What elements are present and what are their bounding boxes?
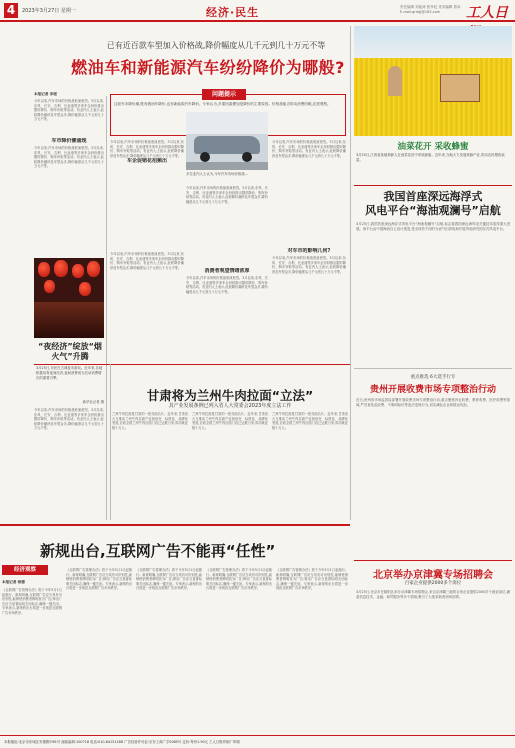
car-dealer-photo [186,112,268,170]
issue-hint-tag: 问题提示 [202,89,246,100]
lantern-icon [87,261,100,277]
lead-col2-text: 今年以来,汽车市场的价格战愈演愈烈。3月以来,东风、长安、吉利、比亚迪等多家车企纷纷推出限时降价、购车补贴等活动。有业内人士表示,此轮降价潮涉及车型众多,降价幅度从几千元到几十万元不等。 [110,140,184,158]
page-number: 4 [4,3,18,18]
right2-kicker: 重点推选 6大选手行专 [410,375,456,380]
photo1-caption-title: “夜经济”绽放“烟火气”升腾 [38,342,102,361]
mid-headline[interactable]: 甘肃将为兰州牛肉拉面“立法” [146,388,314,403]
lantern-icon [72,264,84,278]
photo1-caption: 3月25日,市民在古城夜市游玩。近年来,各地积极培育夜间经济,夜间消费成为拉动消费增长的重要引擎。 [36,366,103,380]
photo2-text: 3月25日,江西省某地养蜂人在油菜花田中采收蜂蜜。近年来,当地大力发展养蜂产业,带动农民增收致富。 [356,153,505,162]
lead-col4-text-2: 今年以来,汽车市场的价格战愈演愈烈。3月以来,东风、长安、吉利、比亚迪等多家车企纷纷推出限时降价、购车补贴等活动。有业内人士表示,此轮降价潮涉及车型众多,降价幅度从几千元到几十万元不等。 [272,256,346,274]
lead-subhead-3: 车企促销花招频出 [126,158,167,164]
bottom-byline: 本报记者 杨德 [2,580,25,584]
right2-headline[interactable]: 贵州开展收费市场专项整治行动 [369,385,496,395]
mid-col2-text: 兰州牛肉拉面是甘肃的一张亮丽名片。近年来,甘肃省大力推动兰州牛肉拉面产业规范化、标准化、品牌化发展,目前全国兰州牛肉拉面门店已达数万家,带动就业数十万人。 [192,412,268,430]
bottom-col5-text: 《互联网广告管理办法》将于今年5月1日起施行。新规明确,互联网广告应当具有可识别性,能够使消费者辨明其为广告;弹出广告应当显著标明关闭标志,确保一键关闭。专家表示,新规的出台将进一步规范互联网广告市场秩序。 [276,568,348,591]
footer-info: 本报地址:北京市东城区安德路甲61号 邮政编码:100718 电话:010-84151188 广告经营许可证:京东工商广字0085号 定价:每份1.50元 工人日报印刷厂印刷 [0,735,515,748]
issue-date: 2023年3月27日 星期一 [22,8,76,14]
lead-col1-text-3: 今年以来,汽车市场的价格战愈演愈烈。3月以来,东风、长安、吉利、比亚迪等多家车企纷纷推出限时降价、购车补贴等活动。有业内人士表示,此轮降价潮涉及车型众多,降价幅度从几千元到几十万元不等。 [34,408,104,431]
lead-col2-text-2: 今年以来,汽车市场的价格战愈演愈烈。3月以来,东风、长安、吉利、比亚迪等多家车企纷纷推出限时降价、购车补贴等活动。有业内人士表示,此轮降价潮涉及车型众多,降价幅度从几千元到几十万元不等。 [110,252,184,270]
beehive-frame [440,74,480,102]
right3-headline[interactable]: 北京举办京津冀专场招聘会 [373,570,493,581]
lead-subhead-4: 消费者观望情绪浓厚 [204,268,250,274]
photo2-title: 油菜花开 采收蜂蜜 [397,142,469,152]
car-photo-caption: 多位业内人士认为,今年汽车市场价格战… [186,172,249,176]
right1-headline-2[interactable]: 风电平台“海油观澜号”启航 [365,204,501,217]
bottom-col4-text: 《互联网广告管理办法》将于今年5月1日起施行。新规明确,互联网广告应当具有可识别性,能够使消费者辨明其为广告;弹出广告应当显著标明关闭标志,确保一键关闭。专家表示,新规的出台将进一步规范互联网广告市场秩序。 [206,568,272,591]
beekeeper-figure [388,66,402,96]
lead-col3-text-2: 今年以来,汽车市场的价格战愈演愈烈。3月以来,东风、长安、吉利、比亚迪等多家车企纷纷推出限时降价、购车补贴等活动。有业内人士表示,此轮降价潮涉及车型众多,降价幅度从几千元到几十万元不等。 [186,276,268,294]
bottom-col3-text: 《互联网广告管理办法》将于今年5月1日起施行。新规明确,互联网广告应当具有可识别性,能够使消费者辨明其为广告;弹出广告应当显著标明关闭标志,确保一键关闭。专家表示,新规的出台将进一步规范互联网广告市场秩序。 [136,568,202,591]
right1-text: 3月25日,我国首座深远海浮式风电平台“海油观澜号”启航,标志着我国深远海风电关键技术取得重大进展。该平台由中国海油自主设计建造,是全球首个同时为油气田供电和开展风电研究的浮式风电平台。 [356,222,510,231]
editor-credits: 责任编辑 邓崔涛 张孝纪 美术编辑 曾卓 E-mail:grrbjj@163.com [400,5,461,14]
lantern-icon [44,280,55,293]
economy-observer-tag: 经济观察 [2,565,48,575]
masthead-logo: 工人日 [466,5,508,21]
lantern-icon [38,262,50,277]
photo1-credit: 新华社记者 摄 [82,400,104,404]
bottom-headline[interactable]: 新规出台,互联网广告不能再“任性” [40,542,276,560]
lead-col1-text: 今年以来,汽车市场的价格战愈演愈烈。3月以来,东风、长安、吉利、比亚迪等多家车企纷纷推出限时降价、购车补贴等活动。有业内人士表示,此轮降价潮涉及车型众多,降价幅度从几千元到几十万元不等。 [34,99,104,122]
lead-col4-text: 今年以来,汽车市场的价格战愈演愈烈。3月以来,东风、长安、吉利、比亚迪等多家车企纷纷推出限时降价、购车补贴等活动。有业内人士表示,此轮降价潮涉及车型众多,降价幅度从几千元到几十万元不等。 [272,140,346,158]
lead-kicker: 已有近百款车型加入价格战,降价幅度从几千元到几十万元不等 [106,41,326,50]
mid-col3-text: 兰州牛肉拉面是甘肃的一张亮丽名片。近年来,甘肃省大力推动兰州牛肉拉面产业规范化、标准化、品牌化发展,目前全国兰州牛肉拉面门店已达数万家,带动就业数十万人。 [272,412,348,430]
right3-deck: 百家企业提供2000多个岗位 [404,581,462,586]
right1-headline-1[interactable]: 我国首座深远海浮式 [383,190,483,203]
lead-subhead-5: 对车市的影响几何? [287,248,331,254]
lead-byline: 本报记者 李瑶 [34,92,57,96]
night-market-photo [34,258,104,338]
issue-hint-text: 这轮车市降价潮,既有燃油车降价,也有新能源汽车降价。专家认为,多重因素叠加是降价的主要原因。价格战能否带动消费回暖,还需观察。 [114,102,331,106]
lantern-icon [54,260,68,277]
lead-col3-text: 今年以来,汽车市场的价格战愈演愈烈。3月以来,东风、长安、吉利、比亚迪等多家车企纷纷推出限时降价、购车补贴等活动。有业内人士表示,此轮降价潮涉及车型众多,降价幅度从几千元到几十万元不等。 [186,186,268,204]
right2-text: 近日,贵州省市场监管局部署开展收费市场专项整治行动,重点聚焦涉企收费、教育收费、医疗收费等领域,严厉查处乱收费、不明码标价等违法违规行为,切实减轻企业和群众负担。 [356,398,510,407]
section-title: 经济·民生 [206,6,260,19]
lead-col1-text-2: 今年以来,汽车市场的价格战愈演愈烈。3月以来,东风、长安、吉利、比亚迪等多家车企纷纷推出限时降价、购车补贴等活动。有业内人士表示,此轮降价潮涉及车型众多,降价幅度从几千元到几十万元不等。 [34,146,104,169]
bottom-col1-text: 《互联网广告管理办法》将于今年5月1日起施行。新规明确,互联网广告应当具有可识别性,能够使消费者辨明其为广告;弹出广告应当显著标明关闭标志,确保一键关闭。专家表示,新规的出台将进一步规范互联网广告市场秩序。 [2,588,62,615]
mid-col1-text: 兰州牛肉拉面是甘肃的一张亮丽名片。近年来,甘肃省大力推动兰州牛肉拉面产业规范化、标准化、品牌化发展,目前全国兰州牛肉拉面门店已达数万家,带动就业数十万人。 [112,412,188,430]
mid-deck: 其产业发展条例已列入省人大常委会2023年度立法工作 [168,403,292,409]
lantern-icon [79,282,91,296]
lead-subhead-1: 车市降价潮涌现 [51,138,87,144]
rapeseed-photo [354,26,512,136]
bottom-col2-text: 《互联网广告管理办法》将于今年5月1日起施行。新规明确,互联网广告应当具有可识别性,能够使消费者辨明其为广告;弹出广告应当显著标明关闭标志,确保一键关闭。专家表示,新规的出台将进一步规范互联网广告市场秩序。 [66,568,132,591]
lead-headline[interactable]: 燃油车和新能源汽车纷纷降价为哪般? [71,58,345,77]
right3-text: 3月25日,北京市在朝阳区举办京津冀专场招聘会,来自京津冀三地的百家企业提供2000多个就业岗位,涵盖信息技术、金融、商贸服务等多个领域,吸引了大批求职者到场应聘。 [356,590,510,599]
